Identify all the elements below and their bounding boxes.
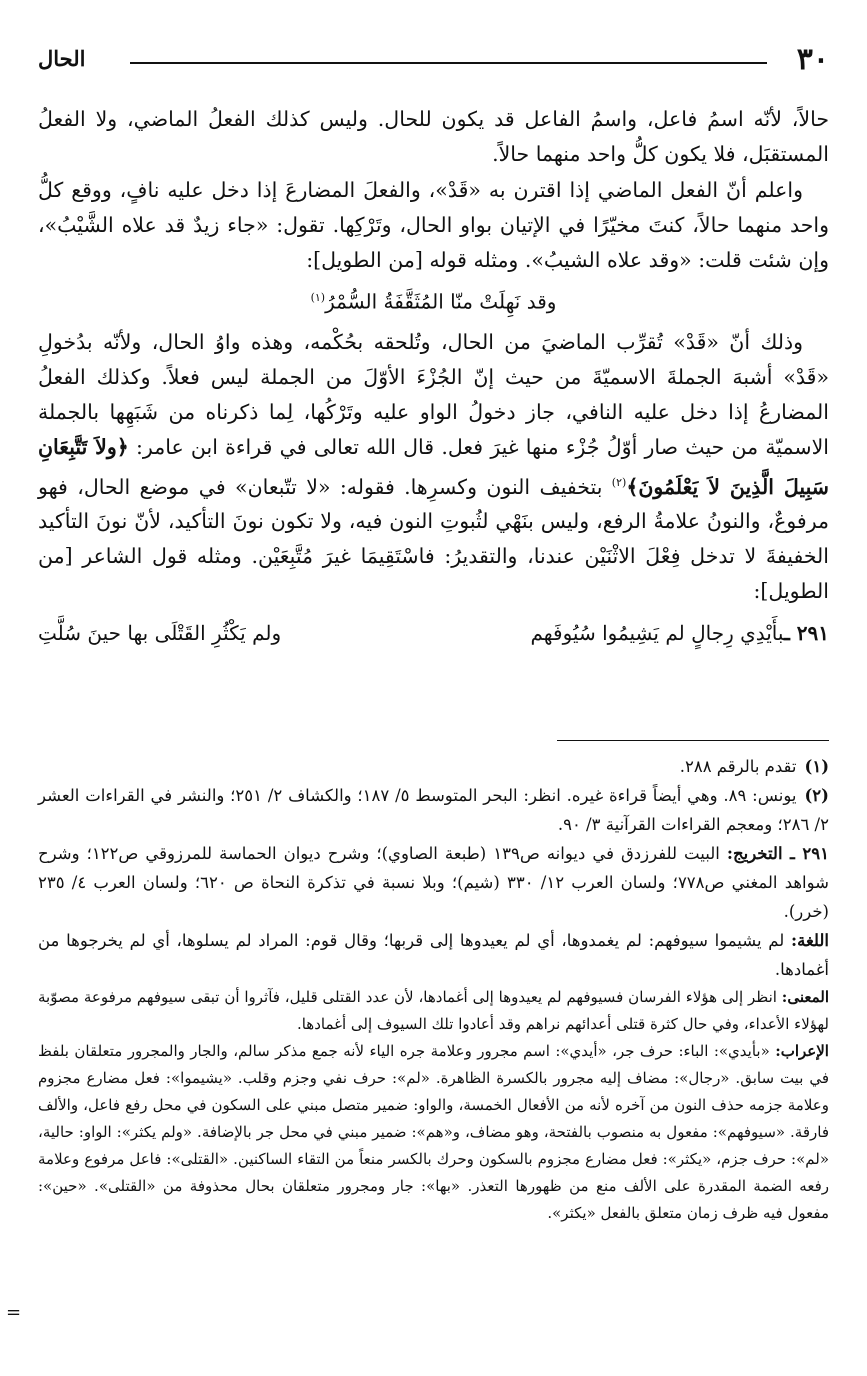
footnote-ref-2[interactable]: (٢) bbox=[611, 475, 627, 489]
quran-quote: ﴿ولاَ تَتَّبِعَانِ سَبِيلَ الَّذِينَ لاَ يَعْلَمُونَ﴾ bbox=[38, 434, 829, 499]
paragraph-2: واعلم أنّ الفعل الماضي إذا اقترن به «قَدْ»، والفعلَ المضارعَ إذا دخل عليه نافٍ، ووقع كلُّ واحد منهما حالاً، كنتَ مخيّرًا في الإتيان بواو الحال، وتَرْكِها. تقول: «جاء زيدٌ قد علاه الشَّيْبُ»، وإن شئت قلت: «وقد علاه الشيبُ». ومثله قوله [من الطويل]: bbox=[38, 178, 829, 272]
paragraph-3 bbox=[38, 325, 829, 610]
lugha-label: اللغة: bbox=[791, 931, 830, 950]
running-head: الحال bbox=[38, 46, 86, 71]
takhrij-label: ٢٩١ ـ التخريج: bbox=[726, 844, 829, 863]
verse-291 bbox=[38, 611, 829, 655]
mana-label: المعنى: bbox=[781, 988, 829, 1006]
lugha-note bbox=[38, 926, 829, 984]
mana-text: انظر إلى هؤلاء الفرسان فسيوفهم لم يعيدوها إلى أغمادها، لأن عدد القتلى قليل، فآثروا أن تبقى سيوفهم مرفوعة مصوّبة لهؤلاء الأعداء، وفي حال كثرة قتلى أعدائهم نراهم وقد أعادوا تلك السيوف إلى أغمادها. bbox=[38, 988, 829, 1033]
footnote-2-mark: (٢) bbox=[804, 786, 829, 805]
paragraph-1: حالاً، لأنّه اسمُ فاعل، واسمُ الفاعل قد يكون للحال. وليس كذلك الفعلُ الماضي، ولا الفعلُ المستقبَل، فلا يكون كلُّ واحد منهما حالاً. bbox=[38, 107, 829, 166]
footnote-2-text: يونس: ٨٩. وهي أيضاً قراءة غيره. انظر: البحر المتوسط ٥/ ١٨٧؛ والكشاف ٢/ ٢٥١؛ والنشر في القراءات العشر ٢/ ٢٨٦؛ ومعجم القراءات القرآنية ٣/ ٩٠. bbox=[38, 786, 829, 834]
footnote-1-mark: (١) bbox=[804, 757, 829, 776]
hemistich-text: وقد نَهِلَتْ منّا المُثَقَّفَةُ السُّمْرُ bbox=[325, 289, 557, 314]
page-header bbox=[38, 40, 829, 80]
hemistich-quote bbox=[38, 278, 829, 322]
footnote-1-text: تقدم بالرقم ٢٨٨. bbox=[679, 757, 797, 776]
header-rule bbox=[130, 62, 767, 64]
irab-text: «بأيدي»: الباء: حرف جر، «أيدي»: اسم مجرور وعلامة جره الياء لأنه جمع مذكر سالم، والجار والمجرور متعلقان بلفظ في بيت سابق. «رجال»: مضاف إليه مجرور بالكسرة الظاهرة. «لم»: حرف نفي وجزم وقلب. «يشيموا»: فعل مضارع مجزوم وعلامة جزمه حذف النون من آخره لأنه من الأفعال الخمسة، والواو: ضمير متصل مبني على السكون في محل رفع فاعل، والألف فارقة. «سيوفهم»: مفعول به منصوب بالفتحة، وهو مضاف، و«هم»: ضمير مبني في محل جر بالإضافة. «ولم يكثر»: الواو: حالية، «لم»: حرف جزم، «يكثر»: فعل مضارع مجزوم بالسكون وحرك بالكسر منعاً من التقاء الساكنين. «القتلى»: فاعل مرفوع وعلامة رفعه الضمة المقدرة على الألف منع من ظهورها التعذر. «بها»: جار ومجرور متعلقان بحال محذوفة من «القتلى». «حين»: مفعول فيه ظرف زمان متعلق بالفعل «يكثر». bbox=[38, 1042, 830, 1222]
paragraph-3-text: وذلك أنّ «قَدْ» تُقرِّب الماضيَ من الحال، وتُلحقه بحُكْمه، وهذه واوُ الحال، ولأنّه بدُخولِ «قَدْ» أشبهَ الجملةَ الاسميّةَ من حيث إنّ الجُزْءَ الأوّلَ من الجملة ليس فعلاً. وكذلك الفعلُ المضارعُ إذا دخل عليه النافي، جاز دخولُ الواو عليه وتَرْكُها، لِما ذكرناه من شَبَهِها بالجملة الاسميّة من حيث صار أوّلُ جُزْء منها غيرَ فعل. قال الله تعالى في قراءة ابن عامر: bbox=[38, 329, 829, 459]
continuation-mark: = bbox=[6, 1302, 22, 1323]
paragraph-3-tail: بتخفيف النون وكسرِها. فقوله: «لا تتّبعان» في موضع الحال، فهو مرفوعٌ، والنونُ علامةُ الرفع، وليس بنَهْي لثُبوتِ النون فيه، ولا تكون نونَ التأكيد، لأنّ نونَ التأكيد الخفيفةَ لا تدخل فِعْلَ الاثْنَيْن عندنا، والتقديرُ: فاسْتَقِيمَا غيرَ مُتَّبِعَيْن. ومثله قول الشاعر [من الطويل]: bbox=[38, 474, 829, 604]
page-number: ٣٠ bbox=[796, 42, 829, 77]
verse-first-half bbox=[531, 611, 830, 655]
verse-second-half: ولم يَكْثُرِ القَتْلَى بها حينَ سُلَّتِ bbox=[38, 621, 282, 646]
footnote-rule bbox=[557, 740, 829, 741]
footnotes bbox=[38, 752, 829, 1227]
irab-label: الإعراب: bbox=[775, 1042, 829, 1060]
takhrij-text: البيت للفرزدق في ديوانه ص١٣٩ (طبعة الصاوي)؛ وشرح ديوان الحماسة للمرزوقي ص١٢٢؛ وشرح شواهد المغني ص٧٧٨؛ ولسان العرب ١٢/ ٣٣٠ (شيم)؛ وبلا نسبة في تذكرة النحاة ص ٦٢٠؛ ولسان العرب ٤/ ٢٣٥ (خرر). bbox=[38, 844, 829, 921]
mana-note bbox=[38, 984, 829, 1038]
irab-note bbox=[38, 1038, 829, 1227]
main-text bbox=[38, 102, 829, 655]
verse-first-text: بأَيْدِي رِجالٍ لم يَشِيمُوا سُيُوفَهم bbox=[530, 621, 784, 646]
lugha-text: لم يشيموا سيوفهم: لم يغمدوها، أي لم يعيدوها إلى قربها؛ وقال قوم: المراد لم يسلوها، أي لم يخرجوها من أغمادها. bbox=[38, 931, 829, 979]
footnote-ref-1[interactable]: (١) bbox=[310, 291, 326, 304]
takhrij-note bbox=[38, 839, 829, 926]
footnote-1 bbox=[38, 752, 829, 781]
footnote-2 bbox=[38, 781, 829, 839]
verse-number: ٢٩١ ـ bbox=[783, 621, 829, 646]
